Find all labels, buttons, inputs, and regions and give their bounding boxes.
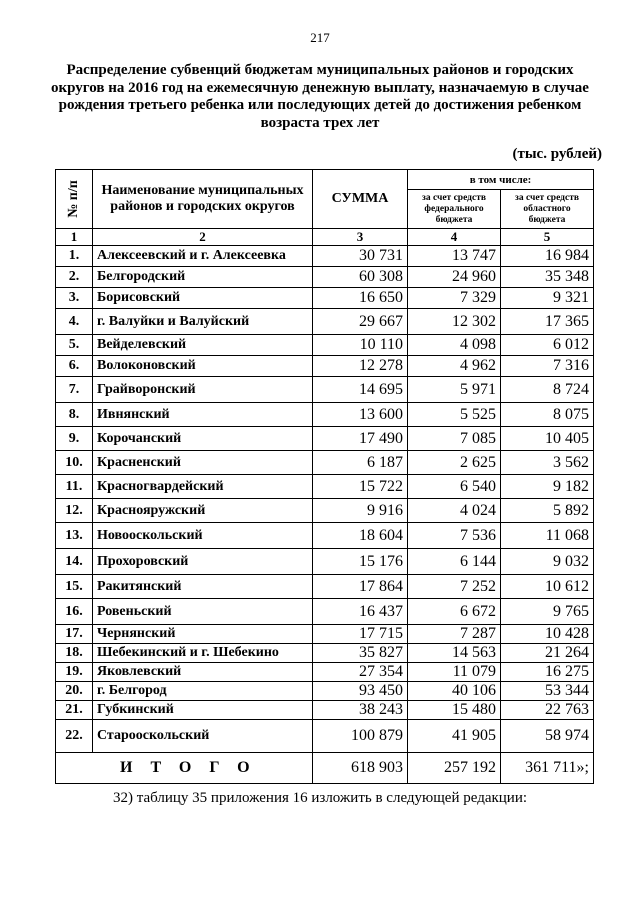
column-number: 5 — [501, 229, 594, 246]
row-number: 11. — [56, 475, 93, 499]
row-number: 14. — [56, 549, 93, 575]
district-name: Вейделевский — [93, 335, 313, 356]
row-number: 22. — [56, 720, 93, 753]
total-regional: 361 711»; — [501, 753, 594, 784]
table-row — [56, 663, 594, 682]
row-sum: 12 278 — [313, 356, 408, 377]
row-sum: 17 864 — [313, 575, 408, 599]
row-federal: 5 971 — [408, 377, 501, 403]
table-row — [56, 625, 594, 644]
table-row — [56, 309, 594, 335]
row-regional: 9 182 — [501, 475, 594, 499]
row-federal: 7 287 — [408, 625, 501, 644]
row-federal: 2 625 — [408, 451, 501, 475]
row-federal: 41 905 — [408, 720, 501, 753]
header-number — [56, 170, 93, 229]
row-number: 12. — [56, 499, 93, 523]
row-sum: 93 450 — [313, 682, 408, 701]
table-row — [56, 475, 594, 499]
total-row — [56, 753, 594, 784]
district-name: г. Белгород — [93, 682, 313, 701]
row-regional: 5 892 — [501, 499, 594, 523]
row-number: 16. — [56, 599, 93, 625]
district-name: Губкинский — [93, 701, 313, 720]
total-label: ИТОГО — [56, 753, 313, 784]
row-federal: 15 480 — [408, 701, 501, 720]
row-regional: 10 428 — [501, 625, 594, 644]
row-sum: 60 308 — [313, 267, 408, 288]
row-federal: 13 747 — [408, 246, 501, 267]
row-number: 4. — [56, 309, 93, 335]
row-regional: 10 612 — [501, 575, 594, 599]
district-name: Ракитянский — [93, 575, 313, 599]
row-number: 1. — [56, 246, 93, 267]
table-row — [56, 549, 594, 575]
row-regional: 9 321 — [501, 288, 594, 309]
row-number: 21. — [56, 701, 93, 720]
row-regional: 8 075 — [501, 403, 594, 427]
row-sum: 16 437 — [313, 599, 408, 625]
footer-note: 32) таблицу 35 приложения 16 изложить в следующей редакции: — [112, 790, 528, 806]
district-name: Яковлевский — [93, 663, 313, 682]
row-sum: 10 110 — [313, 335, 408, 356]
row-federal: 7 536 — [408, 523, 501, 549]
row-number: 17. — [56, 625, 93, 644]
row-federal: 24 960 — [408, 267, 501, 288]
row-number: 2. — [56, 267, 93, 288]
table-row — [56, 403, 594, 427]
row-sum: 15 176 — [313, 549, 408, 575]
row-federal: 6 144 — [408, 549, 501, 575]
header-regional: за счет средств областного бюджета — [501, 190, 594, 229]
row-federal: 7 252 — [408, 575, 501, 599]
district-name: Белгородский — [93, 267, 313, 288]
row-regional: 8 724 — [501, 377, 594, 403]
district-name: Краснояружский — [93, 499, 313, 523]
column-numbers-row — [56, 229, 594, 246]
row-sum: 29 667 — [313, 309, 408, 335]
row-federal: 5 525 — [408, 403, 501, 427]
column-number: 1 — [56, 229, 93, 246]
district-name: Ровеньский — [93, 599, 313, 625]
district-name: Чернянский — [93, 625, 313, 644]
table-row — [56, 682, 594, 701]
column-number: 4 — [408, 229, 501, 246]
district-name: Новооскольский — [93, 523, 313, 549]
header-name: Наименование муниципальных районов и городских округов — [93, 170, 313, 229]
row-regional: 10 405 — [501, 427, 594, 451]
column-number: 3 — [313, 229, 408, 246]
column-number: 2 — [93, 229, 313, 246]
row-federal: 14 563 — [408, 644, 501, 663]
row-federal: 4 024 — [408, 499, 501, 523]
row-sum: 9 916 — [313, 499, 408, 523]
table-row — [56, 599, 594, 625]
district-name: Грайворонский — [93, 377, 313, 403]
table-row — [56, 499, 594, 523]
table-row — [56, 427, 594, 451]
row-sum: 35 827 — [313, 644, 408, 663]
row-regional: 16 275 — [501, 663, 594, 682]
row-federal: 6 540 — [408, 475, 501, 499]
district-name: Волоконовский — [93, 356, 313, 377]
row-federal: 7 329 — [408, 288, 501, 309]
table-row — [56, 246, 594, 267]
table-row — [56, 267, 594, 288]
subventions-table — [55, 169, 594, 784]
row-regional: 17 365 — [501, 309, 594, 335]
table-row — [56, 644, 594, 663]
district-name: г. Валуйки и Валуйский — [93, 309, 313, 335]
table-row — [56, 720, 594, 753]
row-number: 13. — [56, 523, 93, 549]
total-sum: 618 903 — [313, 753, 408, 784]
total-federal: 257 192 — [408, 753, 501, 784]
row-sum: 15 722 — [313, 475, 408, 499]
district-name: Борисовский — [93, 288, 313, 309]
row-number: 19. — [56, 663, 93, 682]
row-federal: 40 106 — [408, 682, 501, 701]
row-regional: 35 348 — [501, 267, 594, 288]
row-regional: 3 562 — [501, 451, 594, 475]
row-regional: 11 068 — [501, 523, 594, 549]
row-regional: 7 316 — [501, 356, 594, 377]
row-federal: 7 085 — [408, 427, 501, 451]
row-sum: 17 490 — [313, 427, 408, 451]
table-row — [56, 288, 594, 309]
header-including: в том числе: — [408, 170, 594, 190]
row-federal: 12 302 — [408, 309, 501, 335]
table-row — [56, 701, 594, 720]
page-number: 217 — [310, 30, 330, 45]
table-row — [56, 335, 594, 356]
table-row — [56, 377, 594, 403]
row-sum: 16 650 — [313, 288, 408, 309]
district-name: Старооскольский — [93, 720, 313, 753]
district-name: Прохоровский — [93, 549, 313, 575]
row-number: 5. — [56, 335, 93, 356]
table-row — [56, 575, 594, 599]
row-number: 9. — [56, 427, 93, 451]
header-number-text: № п/п — [66, 180, 81, 218]
row-federal: 11 079 — [408, 663, 501, 682]
district-name: Красненский — [93, 451, 313, 475]
row-sum: 13 600 — [313, 403, 408, 427]
header-federal: за счет средств федерального бюджета — [408, 190, 501, 229]
table-row — [56, 523, 594, 549]
row-regional: 9 032 — [501, 549, 594, 575]
row-number: 18. — [56, 644, 93, 663]
row-regional: 16 984 — [501, 246, 594, 267]
row-sum: 38 243 — [313, 701, 408, 720]
row-sum: 18 604 — [313, 523, 408, 549]
row-regional: 58 974 — [501, 720, 594, 753]
row-number: 15. — [56, 575, 93, 599]
row-sum: 6 187 — [313, 451, 408, 475]
row-regional: 53 344 — [501, 682, 594, 701]
units-label: (тыс. рублей) — [512, 146, 602, 162]
row-number: 8. — [56, 403, 93, 427]
row-federal: 4 962 — [408, 356, 501, 377]
row-federal: 4 098 — [408, 335, 501, 356]
row-number: 3. — [56, 288, 93, 309]
row-number: 6. — [56, 356, 93, 377]
district-name: Красногвардейский — [93, 475, 313, 499]
district-name: Корочанский — [93, 427, 313, 451]
row-sum: 14 695 — [313, 377, 408, 403]
district-name: Шебекинский и г. Шебекино — [93, 644, 313, 663]
row-sum: 17 715 — [313, 625, 408, 644]
row-sum: 100 879 — [313, 720, 408, 753]
row-number: 10. — [56, 451, 93, 475]
table-row — [56, 356, 594, 377]
row-sum: 27 354 — [313, 663, 408, 682]
district-name: Ивнянский — [93, 403, 313, 427]
district-name: Алексеевский и г. Алексеевка — [93, 246, 313, 267]
document-title: Распределение субвенций бюджетам муниципальных районов и городских округов на 2016 год на ежемесячную денежную выплату, назначаемую в случае рождения третьего ребенка или последующих детей до достижения ребенком возраста трех лет — [51, 62, 589, 131]
row-regional: 22 763 — [501, 701, 594, 720]
row-sum: 30 731 — [313, 246, 408, 267]
row-number: 7. — [56, 377, 93, 403]
row-regional: 9 765 — [501, 599, 594, 625]
header-sum: СУММА — [313, 170, 408, 229]
row-federal: 6 672 — [408, 599, 501, 625]
row-regional: 21 264 — [501, 644, 594, 663]
row-regional: 6 012 — [501, 335, 594, 356]
row-number: 20. — [56, 682, 93, 701]
table-row — [56, 451, 594, 475]
